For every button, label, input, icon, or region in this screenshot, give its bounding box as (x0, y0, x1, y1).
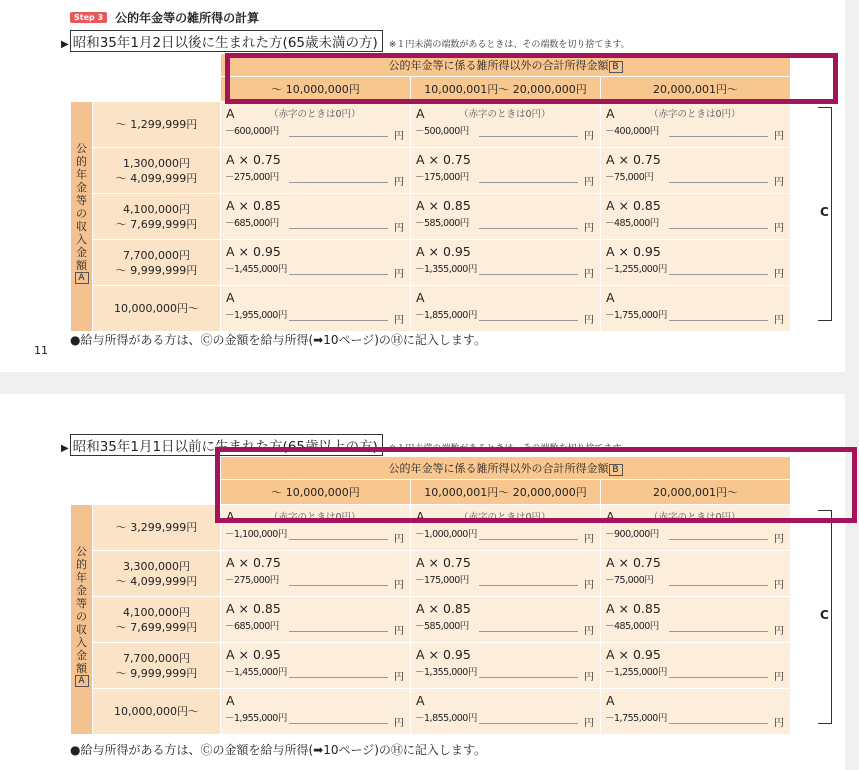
yen-unit: 円 (584, 626, 594, 637)
deduction: －1,855,000円 (415, 713, 477, 724)
formula: A (606, 106, 615, 121)
table-row (71, 194, 791, 240)
amount-input-line[interactable] (479, 228, 578, 229)
formula: A (226, 693, 235, 708)
deduction: －175,000円 (415, 575, 469, 586)
formula: A (606, 290, 615, 305)
yen-unit: 円 (584, 580, 594, 591)
column-header: ～ 10,000,000円 (221, 480, 411, 505)
vertical-char: の (76, 207, 87, 220)
amount-input-line[interactable] (669, 182, 768, 183)
amount-input-line[interactable] (289, 539, 388, 540)
vertical-char: 金 (76, 246, 87, 259)
vertical-label (71, 505, 93, 735)
deduction: －275,000円 (225, 575, 279, 586)
yen-unit: 円 (584, 269, 594, 280)
calc-cell (411, 286, 601, 332)
calc-cell (601, 148, 791, 194)
amount-input-line[interactable] (289, 631, 388, 632)
deduction: －1,355,000円 (415, 667, 477, 678)
yen-unit: 円 (394, 315, 404, 326)
calc-cell (601, 597, 791, 643)
header-text: 公的年金等に係る雑所得以外の合計所得金額 (388, 59, 609, 72)
amount-input-line[interactable] (479, 585, 578, 586)
range-line: ～ 4,099,999円 (115, 574, 198, 588)
calc-cell (411, 597, 601, 643)
calc-cell (601, 240, 791, 286)
yen-unit: 円 (774, 223, 784, 234)
income-range (93, 505, 221, 551)
vertical-char: 金 (76, 649, 87, 662)
table-row (71, 240, 791, 286)
calc-cell (411, 689, 601, 735)
yen-unit: 円 (584, 315, 594, 326)
deduction: －1,955,000円 (225, 310, 287, 321)
highlight-box (225, 53, 838, 104)
deduction: －500,000円 (415, 126, 469, 137)
vertical-char: 等 (76, 597, 87, 610)
table-row (71, 689, 791, 735)
calc-cell (411, 194, 601, 240)
amount-input-line[interactable] (289, 320, 388, 321)
amount-input-line[interactable] (669, 631, 768, 632)
amount-input-line[interactable] (479, 182, 578, 183)
formula: A (226, 106, 235, 121)
amount-input-line[interactable] (669, 320, 768, 321)
vertical-char: 収 (76, 623, 87, 636)
formula: A × 0.95 (226, 647, 281, 662)
calc-cell (221, 689, 411, 735)
yen-unit: 円 (394, 580, 404, 591)
formula: A × 0.85 (416, 198, 471, 213)
deduction: －1,100,000円 (225, 529, 287, 540)
deduction: －1,955,000円 (225, 713, 287, 724)
formula: A (416, 509, 425, 524)
deduction: －175,000円 (415, 172, 469, 183)
deduction: －1,355,000円 (415, 264, 477, 275)
deduction: －600,000円 (225, 126, 279, 137)
formula: A (226, 509, 235, 524)
formula: A (416, 290, 425, 305)
zero-if-negative-note: （赤字のときは0円） (269, 512, 361, 523)
amount-input-line[interactable] (479, 274, 578, 275)
calc-cell (221, 643, 411, 689)
calc-cell (411, 240, 601, 286)
deduction: －485,000円 (605, 621, 659, 632)
formula: A × 0.75 (226, 555, 281, 570)
amount-input-line[interactable] (479, 136, 578, 137)
income-range (93, 102, 221, 148)
section-title: ▶ 昭和35年1月2日以後に生まれた方(65歳未満の方) (70, 30, 383, 52)
range-line: 10,000,000円～ (114, 302, 199, 315)
zero-if-negative-note: （赤字のときは0円） (459, 512, 551, 523)
amount-input-line[interactable] (289, 723, 388, 724)
range-line: 4,100,000円 (123, 605, 190, 619)
vertical-char: 額 (76, 662, 87, 675)
vertical-char: の (76, 610, 87, 623)
formula: A (606, 693, 615, 708)
vertical-char: 等 (76, 194, 87, 207)
amount-input-line[interactable] (289, 274, 388, 275)
calc-cell (221, 148, 411, 194)
range-line: ～ 1,299,999円 (115, 118, 198, 131)
footer-note: ●給与所得がある方は、Ⓒの金額を給与所得(➡10ページ)のⒽに記入します。 (70, 333, 486, 347)
yen-unit: 円 (394, 269, 404, 280)
income-range (93, 551, 221, 597)
column-header: 10,000,001円～ 20,000,000円 (411, 77, 601, 102)
range-line: ～ 9,999,999円 (115, 666, 198, 680)
calc-cell (601, 194, 791, 240)
vertical-char: 的 (76, 558, 87, 571)
column-header: 10,000,001円～ 20,000,000円 (411, 480, 601, 505)
amount-input-line[interactable] (289, 228, 388, 229)
vertical-char: 金 (76, 584, 87, 597)
yen-unit: 円 (584, 718, 594, 729)
formula: A (416, 693, 425, 708)
range-line: ～ 7,699,999円 (115, 620, 198, 634)
calc-cell (221, 240, 411, 286)
rounding-note: ※１円未満の端数があるときは、その端数を切り捨てます。 (388, 40, 630, 50)
yen-unit: 円 (774, 315, 784, 326)
table-row (71, 597, 791, 643)
income-range (93, 597, 221, 643)
zero-if-negative-note: （赤字のときは0円） (459, 109, 551, 120)
income-range (93, 286, 221, 332)
range-line: 3,300,000円 (123, 559, 190, 573)
column-header: 20,000,001円～ (601, 77, 791, 102)
calc-cell (221, 194, 411, 240)
yen-unit: 円 (774, 177, 784, 188)
calc-cell (221, 551, 411, 597)
deduction: －1,455,000円 (225, 264, 287, 275)
deduction: －485,000円 (605, 218, 659, 229)
amount-input-line[interactable] (289, 182, 388, 183)
calc-cell (601, 643, 791, 689)
blank-corner (71, 457, 221, 480)
deduction: －1,755,000円 (605, 310, 667, 321)
deduction: －400,000円 (605, 126, 659, 137)
vertical-char: 年 (76, 168, 87, 181)
yen-unit: 円 (394, 223, 404, 234)
result-label-c: C (820, 608, 829, 622)
deduction: －275,000円 (225, 172, 279, 183)
calc-cell (411, 643, 601, 689)
amount-input-line[interactable] (289, 585, 388, 586)
range-line: 7,700,000円 (123, 651, 190, 665)
yen-unit: 円 (394, 626, 404, 637)
calc-cell (601, 286, 791, 332)
amount-input-line[interactable] (669, 539, 768, 540)
formula: A × 0.75 (606, 555, 661, 570)
header-text: 公的年金等に係る雑所得以外の合計所得金額 (388, 462, 609, 475)
step-title: 公的年金等の雑所得の計算 (115, 11, 260, 25)
formula: A × 0.95 (226, 244, 281, 259)
calc-cell (411, 102, 601, 148)
blank-corner (71, 480, 221, 505)
formula: A (416, 106, 425, 121)
zero-if-negative-note: （赤字のときは0円） (649, 512, 741, 523)
formula: A (606, 509, 615, 524)
vertical-char: 年 (76, 571, 87, 584)
zero-if-negative-note: （赤字のときは0円） (649, 109, 741, 120)
range-line: ～ 9,999,999円 (115, 263, 198, 277)
vertical-char: 的 (76, 155, 87, 168)
calc-cell (221, 102, 411, 148)
formula: A × 0.85 (416, 601, 471, 616)
income-range (93, 240, 221, 286)
deduction: －1,255,000円 (605, 667, 667, 678)
amount-input-line[interactable] (479, 539, 578, 540)
formula: A × 0.75 (226, 152, 281, 167)
vertical-char: 金 (76, 181, 87, 194)
formula: A × 0.85 (606, 198, 661, 213)
a-marker: A (75, 272, 89, 284)
vertical-char: 公 (76, 142, 87, 155)
calc-cell (601, 102, 791, 148)
income-range (93, 689, 221, 735)
amount-input-line[interactable] (479, 723, 578, 724)
formula: A × 0.95 (606, 647, 661, 662)
deduction: －585,000円 (415, 218, 469, 229)
vertical-char: 公 (76, 545, 87, 558)
deduction: －75,000円 (605, 172, 654, 183)
yen-unit: 円 (774, 580, 784, 591)
b-marker: B (609, 464, 623, 476)
yen-unit: 円 (584, 177, 594, 188)
amount-input-line[interactable] (669, 677, 768, 678)
deduction: －1,000,000円 (415, 529, 477, 540)
page-number: 11 (34, 344, 48, 357)
range-line: 7,700,000円 (123, 248, 190, 262)
column-header: ～ 10,000,000円 (221, 77, 411, 102)
yen-unit: 円 (774, 269, 784, 280)
amount-input-line[interactable] (669, 136, 768, 137)
amount-input-line[interactable] (669, 723, 768, 724)
range-line: ～ 3,299,999円 (115, 521, 198, 534)
vertical-label (71, 102, 93, 332)
yen-unit: 円 (774, 534, 784, 545)
highlight-box (215, 447, 857, 523)
yen-unit: 円 (394, 131, 404, 142)
deduction: －685,000円 (225, 218, 279, 229)
deduction: －75,000円 (605, 575, 654, 586)
amount-input-line[interactable] (479, 677, 578, 678)
rounding-note: ※１円未満の端数があるときは、その端数を切り捨てます。 (388, 444, 630, 454)
yen-unit: 円 (394, 534, 404, 545)
range-line: ～ 4,099,999円 (115, 171, 198, 185)
deduction: －1,855,000円 (415, 310, 477, 321)
yen-unit: 円 (584, 131, 594, 142)
yen-unit: 円 (584, 534, 594, 545)
deduction: －1,455,000円 (225, 667, 287, 678)
amount-input-line[interactable] (289, 136, 388, 137)
yen-unit: 円 (774, 672, 784, 683)
table-row (71, 643, 791, 689)
deduction: －585,000円 (415, 621, 469, 632)
vertical-char: 額 (76, 259, 87, 272)
formula: A (226, 290, 235, 305)
income-range (93, 148, 221, 194)
formula: A × 0.75 (416, 152, 471, 167)
formula: A × 0.75 (416, 555, 471, 570)
deduction: －900,000円 (605, 529, 659, 540)
table-row (71, 148, 791, 194)
blank-corner (71, 54, 221, 77)
vertical-char: 収 (76, 220, 87, 233)
section-title: ▶ 昭和35年1月1日以前に生まれた方(65歳以上の方) (70, 434, 383, 456)
footer-note: ●給与所得がある方は、Ⓒの金額を給与所得(➡10ページ)のⒽに記入します。 (70, 743, 486, 757)
formula: A × 0.75 (606, 152, 661, 167)
yen-unit: 円 (394, 718, 404, 729)
section-heading (70, 30, 630, 52)
calc-cell (221, 597, 411, 643)
step-heading (70, 9, 259, 26)
yen-unit: 円 (774, 131, 784, 142)
yen-unit: 円 (774, 718, 784, 729)
range-line: 10,000,000円～ (114, 705, 199, 718)
deduction: －1,255,000円 (605, 264, 667, 275)
table-row (71, 102, 791, 148)
calc-cell (221, 286, 411, 332)
amount-input-line[interactable] (289, 677, 388, 678)
vertical-char: 入 (76, 636, 87, 649)
yen-unit: 円 (394, 672, 404, 683)
range-line: ～ 7,699,999円 (115, 217, 198, 231)
yen-unit: 円 (584, 672, 594, 683)
zero-if-negative-note: （赤字のときは0円） (269, 109, 361, 120)
deduction: －685,000円 (225, 621, 279, 632)
income-range (93, 194, 221, 240)
amount-input-line[interactable] (669, 274, 768, 275)
range-line: 4,100,000円 (123, 202, 190, 216)
formula: A × 0.85 (226, 198, 281, 213)
blank-corner (71, 77, 221, 102)
a-marker: A (75, 675, 89, 687)
calc-cell (411, 551, 601, 597)
yen-unit: 円 (774, 626, 784, 637)
formula: A × 0.85 (606, 601, 661, 616)
amount-input-line[interactable] (479, 631, 578, 632)
yen-unit: 円 (584, 223, 594, 234)
range-line: 1,300,000円 (123, 156, 190, 170)
column-header: 20,000,001円～ (601, 480, 791, 505)
formula: A × 0.95 (606, 244, 661, 259)
deduction: －1,755,000円 (605, 713, 667, 724)
step-badge: Step 3 (70, 12, 107, 23)
amount-input-line[interactable] (669, 585, 768, 586)
result-label-c: C (820, 205, 829, 219)
formula: A × 0.85 (226, 601, 281, 616)
amount-input-line[interactable] (669, 228, 768, 229)
formula: A × 0.95 (416, 244, 471, 259)
yen-unit: 円 (394, 177, 404, 188)
income-range (93, 643, 221, 689)
amount-input-line[interactable] (479, 320, 578, 321)
vertical-char: 入 (76, 233, 87, 246)
calc-cell (601, 689, 791, 735)
calc-cell (411, 148, 601, 194)
calc-cell (601, 551, 791, 597)
table-row (71, 551, 791, 597)
table-row (71, 286, 791, 332)
b-marker: B (609, 61, 623, 73)
formula: A × 0.95 (416, 647, 471, 662)
